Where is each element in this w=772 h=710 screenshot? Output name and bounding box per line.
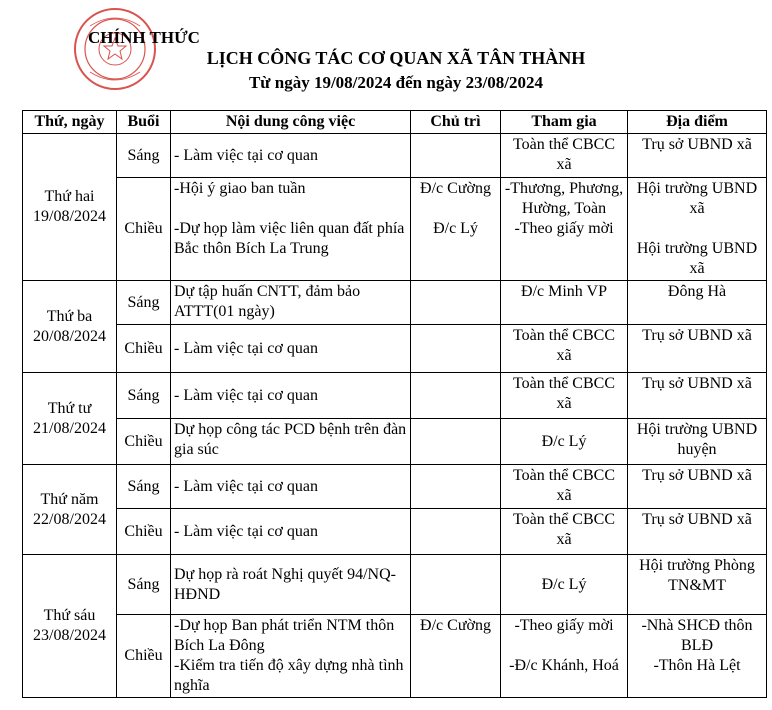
col-header-content: Nội dung công việc <box>171 111 411 134</box>
participants-line: -Theo giấy mời <box>514 220 614 237</box>
col-header-day: Thứ, ngày <box>23 111 117 134</box>
day-name: Thứ năm <box>40 490 99 508</box>
content-cell: Dự họp rà roát Nghị quyết 94/NQ-HĐND <box>171 555 411 615</box>
day-cell <box>23 373 117 465</box>
participants-cell: Đ/c Lý <box>501 555 628 615</box>
day-name: Thứ hai <box>44 188 95 205</box>
location-line: Hội trường UBND xã <box>636 240 758 277</box>
content-cell: - Làm việc tại cơ quan <box>171 134 411 178</box>
chair-cell <box>411 555 501 615</box>
col-header-session: Buổi <box>117 111 171 134</box>
participants-cell: Đ/c Minh VP <box>501 281 628 325</box>
day-cell <box>23 555 117 698</box>
session-cell: Chiều <box>117 325 171 373</box>
table-row <box>23 178 767 281</box>
location-cell: Trụ sở UBND xã <box>628 134 767 178</box>
location-cell <box>628 178 767 281</box>
participants-line: -Theo giấy mời <box>514 617 614 634</box>
participants-cell: Toàn thể CBCC xã <box>501 509 628 555</box>
day-name: Thứ tư <box>47 399 92 417</box>
location-cell: Trụ sở UBND xã <box>628 509 767 555</box>
location-cell: Trụ sở UBND xã <box>628 373 767 419</box>
day-date: 23/08/2024 <box>33 627 106 644</box>
day-cell <box>23 134 117 281</box>
content-cell: Dự tập huấn CNTT, đảm bảo ATTT(01 ngày) <box>171 281 411 325</box>
location-cell: Trụ sở UBND xã <box>628 325 767 373</box>
chair-line: Đ/c Cường <box>420 180 491 197</box>
col-header-location: Địa điểm <box>628 111 767 134</box>
day-cell <box>23 281 117 373</box>
table-row <box>23 615 767 698</box>
session-cell: Chiều <box>117 178 171 281</box>
chair-cell <box>411 134 501 178</box>
table-row <box>23 509 767 555</box>
participants-cell: Toàn thể CBCC xã <box>501 373 628 419</box>
day-name: Thứ sáu <box>43 607 96 624</box>
content-line: -Hội ý giao ban tuần <box>174 180 306 197</box>
chair-line: Đ/c Lý <box>433 220 478 237</box>
chair-cell <box>411 325 501 373</box>
chair-cell <box>411 615 501 698</box>
content-cell: - Làm việc tại cơ quan <box>171 509 411 555</box>
schedule-table <box>22 110 767 698</box>
session-cell: Sáng <box>117 134 171 178</box>
col-header-chair: Chủ trì <box>411 111 501 134</box>
participants-cell <box>501 178 628 281</box>
table-row <box>23 419 767 465</box>
location-cell: Đông Hà <box>628 281 767 325</box>
participants-cell: Đ/c Lý <box>501 419 628 465</box>
official-label: CHÍNH THỨC <box>88 28 200 47</box>
session-cell: Sáng <box>117 555 171 615</box>
day-date: 21/08/2024 <box>33 419 106 437</box>
content-line: -Kiểm tra tiến độ xây dựng nhà tình nghĩa <box>174 657 404 694</box>
participants-cell: Toàn thể CBCC xã <box>501 325 628 373</box>
day-date: 22/08/2024 <box>33 510 106 528</box>
table-row <box>23 281 767 325</box>
content-cell: - Làm việc tại cơ quan <box>171 373 411 419</box>
chair-cell <box>411 373 501 419</box>
chair-cell <box>411 509 501 555</box>
participants-cell: Toàn thể CBCC xã <box>501 134 628 178</box>
session-cell: Sáng <box>117 465 171 509</box>
day-name: Thứ ba <box>46 307 93 325</box>
chair-line: Đ/c Cường <box>420 617 491 634</box>
day-cell <box>23 465 117 555</box>
location-line: Hội trường UBND xã <box>636 180 758 217</box>
content-cell <box>171 615 411 698</box>
content-line: -Dự họp Ban phát triển NTM thôn Bích La Đông <box>174 617 395 654</box>
location-line: -Thôn Hà Lệt <box>653 657 741 674</box>
location-cell: Hội trường Phòng TN&MT <box>628 555 767 615</box>
table-row <box>23 325 767 373</box>
participants-line: -Đ/c Khánh, Hoá <box>509 657 619 674</box>
content-cell: Dự họp công tác PCD bệnh trên đàn gia súc <box>171 419 411 465</box>
table-header-row <box>23 111 767 134</box>
location-line: -Nhà SHCĐ thôn BLĐ <box>641 617 753 654</box>
chair-cell <box>411 281 501 325</box>
location-cell <box>628 615 767 698</box>
chair-cell <box>411 419 501 465</box>
session-cell: Chiều <box>117 509 171 555</box>
session-cell: Sáng <box>117 281 171 325</box>
content-cell: - Làm việc tại cơ quan <box>171 325 411 373</box>
document-title: LỊCH CÔNG TÁC CƠ QUAN XÃ TÂN THÀNH <box>206 48 586 68</box>
table-row <box>23 134 767 178</box>
chair-cell <box>411 178 501 281</box>
day-date: 20/08/2024 <box>33 327 106 345</box>
content-cell: - Làm việc tại cơ quan <box>171 465 411 509</box>
session-cell: Sáng <box>117 373 171 419</box>
content-line: -Dự họp làm việc liên quan đất phía Bắc thôn Bích La Trung <box>174 220 405 257</box>
participants-cell: Toàn thể CBCC xã <box>501 465 628 509</box>
session-cell: Chiều <box>117 419 171 465</box>
location-cell: Hội trường UBND huyện <box>628 419 767 465</box>
session-cell: Chiều <box>117 615 171 698</box>
participants-cell <box>501 615 628 698</box>
date-range: Từ ngày 19/08/2024 đến ngày 23/08/2024 <box>248 73 544 92</box>
day-date: 19/08/2024 <box>33 208 106 225</box>
content-cell <box>171 178 411 281</box>
location-cell: Trụ sở UBND xã <box>628 465 767 509</box>
chair-cell <box>411 465 501 509</box>
table-row <box>23 373 767 419</box>
col-header-participants: Tham gia <box>501 111 628 134</box>
participants-line: -Thương, Phương, Hường, Toàn <box>504 180 624 217</box>
table-row <box>23 465 767 509</box>
table-row <box>23 555 767 615</box>
